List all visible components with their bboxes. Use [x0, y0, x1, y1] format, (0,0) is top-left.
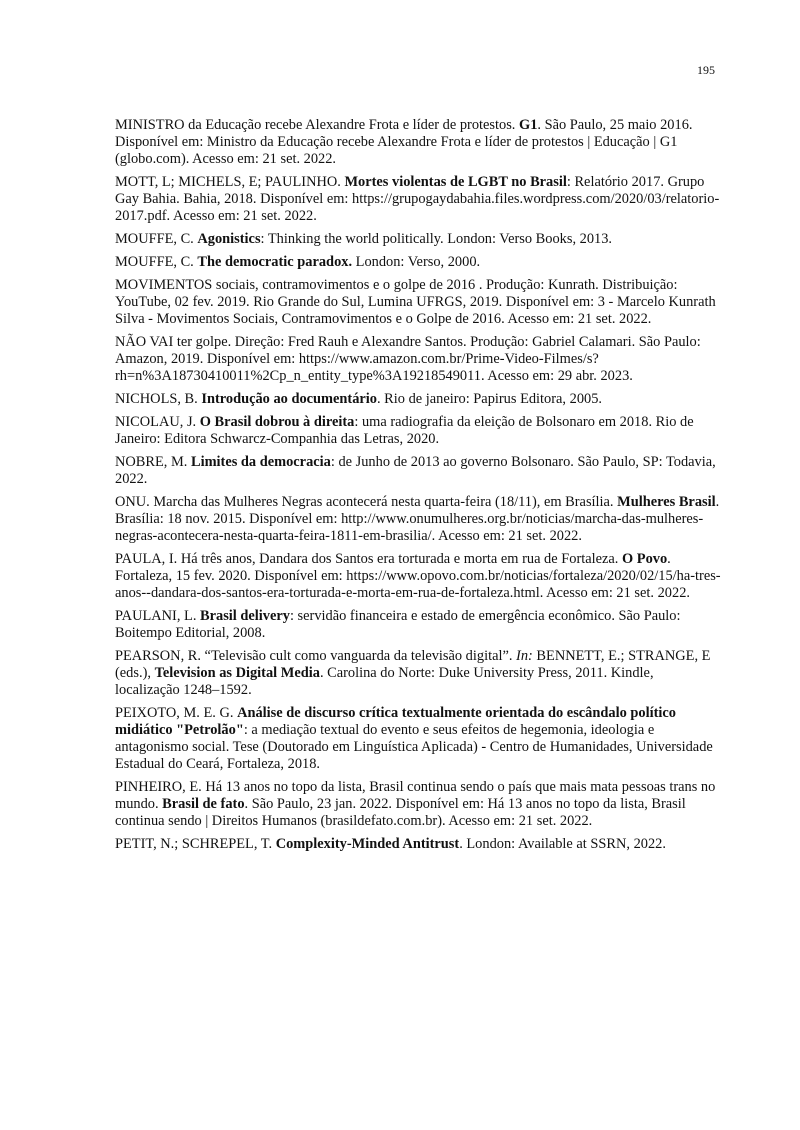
reference-text: London: Verso, 2000.: [352, 254, 481, 270]
reference-entry: [115, 414, 721, 448]
reference-entry: [115, 608, 721, 642]
reference-entry: [115, 705, 721, 773]
reference-title: Agonistics: [197, 231, 261, 247]
reference-title: O Povo: [621, 551, 668, 567]
reference-entry: [115, 277, 721, 328]
reference-title: G1: [519, 117, 538, 133]
reference-text: MOTT, L; MICHELS, E; PAULINHO.: [115, 174, 345, 190]
reference-entry: [115, 117, 721, 168]
reference-entry: [115, 454, 721, 488]
reference-text: PEIXOTO, M. E. G.: [115, 705, 238, 721]
reference-entry: [115, 174, 721, 225]
reference-text: : Relatório 2017. Grupo Gay Bahia. Bahia, 2018. Disponível em: https://grupogaydabahia.files.wordpress.com/2020/03/relatorio-2017.pdf. Acesso em: 21 set. 2022.: [115, 174, 720, 224]
reference-entry: [115, 836, 721, 853]
reference-text: MOVIMENTOS sociais, contramovimentos e o golpe de 2016 . Produção: Kunrath. Distribuição: YouTube, 02 fev. 2019. Rio Grande do Sul, Lumina UFRGS, 2019. Disponível em: 3 - Marcelo Kunrath Silva - Movimentos Sociais, Contramovimentos e o Golpe de 2016. Acesso em: 21 set. 2022.: [115, 277, 716, 327]
reference-text: NICOLAU, J.: [115, 414, 200, 430]
reference-entry: [115, 231, 721, 248]
reference-title: Limites da democracia: [190, 454, 331, 470]
reference-text: . São Paulo, 25 maio 2016. Disponível em: Ministro da Educação recebe Alexandre Frota e líder de protestos | Educação | G1 (globo.com). Acesso em: 21 set. 2022.: [115, 117, 693, 167]
reference-entry: [115, 254, 721, 271]
reference-text: . São Paulo, 23 jan. 2022. Disponível em: Há 13 anos no topo da lista, Brasil continua sendo | Direitos Humanos (brasildefato.com.br). Acesso em: 21 set. 2022.: [115, 796, 686, 829]
reference-text: : servidão financeira e estado de emergência econômico. São Paulo: Boitempo Editorial, 2008.: [115, 608, 681, 641]
reference-text: PAULA, I. Há três anos, Dandara dos Santos era torturada e morta em rua de Fortaleza.: [115, 551, 622, 567]
reference-text: : uma radiografia da eleição de Bolsonaro em 2018. Rio de Janeiro: Editora Schwarcz-Companhia das Letras, 2020.: [115, 414, 694, 447]
reference-text: . Brasília: 18 nov. 2015. Disponível em: http://www.onumulheres.org.br/noticias/marcha-das-mulheres-negras-acontecera-nesta-quarta-feira-1811-em-brasilia/. Acesso em: 21 set. 2022.: [115, 494, 720, 544]
reference-list: [115, 117, 721, 859]
reference-title: Complexity-Minded Antitrust: [275, 836, 460, 852]
reference-text: BENNETT, E.; STRANGE, E (eds.),: [115, 648, 711, 681]
reference-text: MINISTRO da Educação recebe Alexandre Frota e líder de protestos.: [115, 117, 519, 133]
reference-text: . London: Available at SSRN, 2022.: [459, 836, 666, 852]
reference-text: : a mediação textual do evento e seus efeitos de hegemonia, ideologia e antagonismo social. Tese (Doutorado em Linguística Aplicada) - Centro de Humanidades, Universidade Estadual do Ceará, Fortaleza, 2018.: [115, 722, 713, 772]
reference-text: ONU. Marcha das Mulheres Negras acontecerá nesta quarta-feira (18/11), em Brasília.: [115, 494, 618, 510]
reference-text: NICHOLS, B.: [115, 391, 202, 407]
reference-title: The democratic paradox.: [197, 254, 353, 270]
reference-entry: [115, 334, 721, 385]
reference-title: Brasil delivery: [200, 608, 290, 624]
reference-text: NÃO VAI ter golpe. Direção: Fred Rauh e Alexandre Santos. Produção: Gabriel Calamari. São Paulo: Amazon, 2019. Disponível em: https://www.amazon.com.br/Prime-Video-Filmes/s?rh=n%3A18730410011%2Cp_n_entity_type%3A19218549011. Acesso em: 29 abr. 2023.: [115, 334, 701, 384]
reference-text: In:: [516, 648, 533, 664]
reference-text: . Fortaleza, 15 fev. 2020. Disponível em: https://www.opovo.com.br/noticias/fortaleza/2020/02/15/ha-tres-anos--dandara-dos-santos-era-torturada-e-morta-em-rua-de-fortaleza.html. Acesso em: 21 set. 2022.: [115, 551, 721, 601]
reference-title: Introdução ao documentário: [201, 391, 377, 407]
reference-text: PEARSON, R. “Televisão cult como vanguarda da televisão digital”.: [115, 648, 517, 664]
reference-text: PETIT, N.; SCHREPEL, T.: [115, 836, 276, 852]
reference-title: Mortes violentas de LGBT no Brasil: [344, 174, 567, 190]
reference-entry: [115, 494, 721, 545]
page-number: 195: [697, 63, 715, 77]
reference-entry: [115, 551, 721, 602]
reference-text: NOBRE, M.: [115, 454, 191, 470]
reference-entry: [115, 391, 721, 408]
reference-text: PAULANI, L.: [115, 608, 201, 624]
reference-entry: [115, 648, 721, 699]
reference-text: MOUFFE, C.: [115, 231, 198, 247]
reference-title: Brasil de fato: [162, 796, 245, 812]
reference-text: . Rio de janeiro: Papirus Editora, 2005.: [376, 391, 602, 407]
reference-title: Television as Digital Media: [154, 665, 320, 681]
reference-title: O Brasil dobrou à direita: [199, 414, 355, 430]
reference-title: Mulheres Brasil: [617, 494, 716, 510]
reference-text: MOUFFE, C.: [115, 254, 198, 270]
reference-text: . Carolina do Norte: Duke University Press, 2011. Kindle, localização 1248–1592.: [115, 665, 654, 698]
reference-text: : de Junho de 2013 ao governo Bolsonaro. São Paulo, SP: Todavia, 2022.: [115, 454, 716, 487]
reference-text: PINHEIRO, E. Há 13 anos no topo da lista, Brasil continua sendo o país que mais mata pessoas trans no mundo.: [115, 779, 716, 812]
reference-entry: [115, 779, 721, 830]
reference-text: : Thinking the world politically. London: Verso Books, 2013.: [260, 231, 613, 247]
reference-title: Análise de discurso crítica textualmente orientada do escândalo político midiático "Petrolão": [115, 705, 676, 738]
